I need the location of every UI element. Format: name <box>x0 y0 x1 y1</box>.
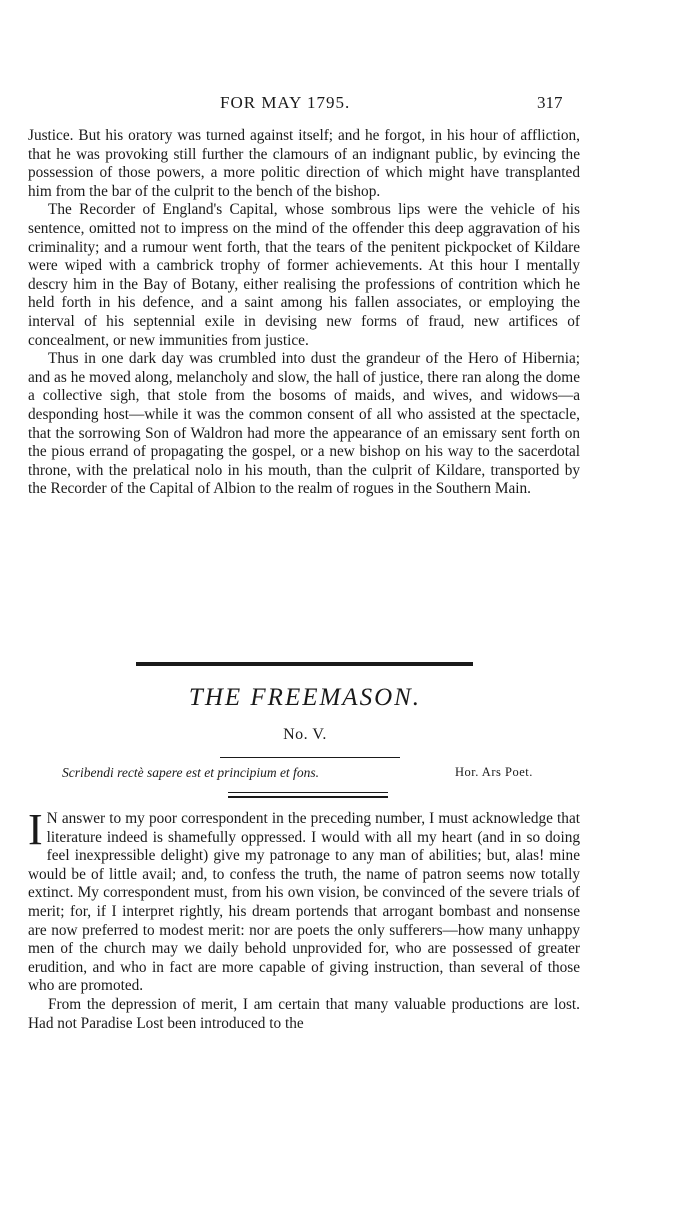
drop-cap: I <box>28 805 43 854</box>
paragraph-text: N answer to my poor correspondent in the preceding number, I must acknowledge that literature indeed is shamefully oppressed. I would with all my heart (and in so doing feel inexpressible delight) give my patronage to any man of abilities; but, alas! mine would be of little avail; and, to confess the truth, the name of patron seems now totally extinct. My correspondent must, from his own vision, be convinced of the severe trials of merit; for, if I interpret rightly, his dream portends that arrogant bombast and nonsense are now preferred to modest merit: nor are poets the only sufferers—how many unhappy men of the church may we daily behold unprovided for, who are possessed of greater erudition, and who in fact are more capable of giving instruction, than several of those who are promoted. <box>28 810 580 995</box>
section-divider <box>136 662 473 666</box>
running-head <box>0 93 695 117</box>
paragraph: From the depression of merit, I am certain that many valuable productions are lost. Had not Paradise Lost been introduced to the <box>28 995 580 1032</box>
epigraph-source: Hor. Ars Poet. <box>455 765 533 779</box>
epigraph: Scribendi rectè sapere est et principium et fons. <box>62 765 319 780</box>
paragraph: Justice. But his oratory was turned against itself; and he forgot, in his hour of affliction, that he was provoking still further the clamours of an indignant public, by evincing the possession of those powers, a more politic direction of which might have transplanted him from the bar of the culprit to the bench of the bishop. <box>28 127 580 200</box>
paragraph: Thus in one dark day was crumbled into dust the grandeur of the Hero of Hibernia; and as he moved along, melancholy and slow, the hall of justice, there ran along the dome a collective sigh, that stole from the bosoms of maids, and wives, and widows—a desponding host—while it was the common consent of all who assisted at the spectacle, that the sorrowing Son of Waldron had more the appearance of an emissary sent forth on the pious errand of propagating the gospel, or a new bishop on his way to the sacerdotal throne, with the prelatical nolo in his mouth, than the culprit of Kildare, transported by the Recorder of the Capital of Albion to the realm of rogues in the Southern Main. <box>28 350 580 498</box>
page-number: 317 <box>537 93 563 112</box>
paragraph <box>28 805 580 996</box>
section-title: THE FREEMASON. <box>188 684 422 711</box>
paragraph: The Recorder of England's Capital, whose sombrous lips were the vehicle of his sentence, omitted not to impress on the mind of the offender this deep aggravation of his criminality; and a rumour went forth, that the tears of the penitent pickpocket of Kildare were wiped with a cambrick trophy of former achievements. At this hour I mentally descry him in the Bay of Botany, either realising the professions of contrition which he held forth in his defence, and a saint among his fallen associates, or employing the interval of his septennial exile in devising new forms of fraud, new artifices of concealment, or new immunities from justice. <box>28 201 580 349</box>
section-number: No. V. <box>283 726 327 743</box>
article-continuation <box>28 127 580 499</box>
running-title: FOR MAY 1795. <box>220 93 351 112</box>
ornamental-rule <box>228 792 388 798</box>
freemason-article <box>28 805 580 1033</box>
title-rule <box>220 757 400 758</box>
